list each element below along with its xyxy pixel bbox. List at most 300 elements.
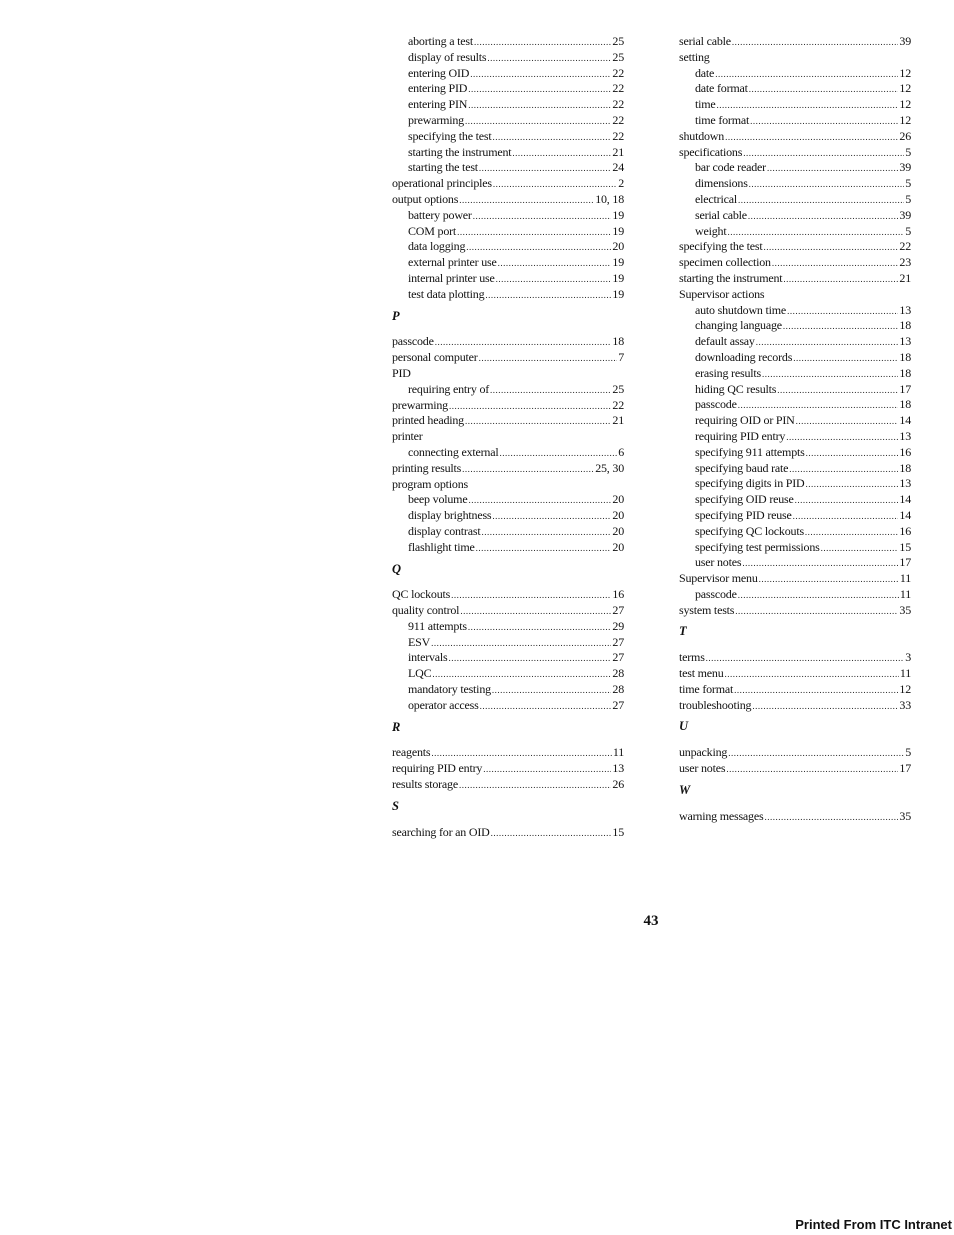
page-reference: 22	[612, 397, 624, 412]
index-term: printing results	[392, 460, 462, 475]
dot-leader	[715, 67, 898, 83]
index-entry	[679, 666, 911, 682]
dot-leader	[468, 620, 612, 636]
index-subentry	[392, 208, 624, 224]
index-entry	[679, 145, 911, 161]
dot-leader	[772, 256, 899, 272]
page-reference: 17	[899, 761, 911, 776]
index-entry	[392, 761, 624, 777]
page-reference: 7	[618, 350, 624, 365]
dot-leader	[767, 161, 898, 177]
dot-leader	[738, 398, 899, 414]
index-term: display of results	[408, 49, 487, 64]
index-term: passcode	[392, 334, 434, 349]
index-subentry	[679, 318, 911, 334]
page-reference: 3	[905, 650, 911, 665]
index-term: quality control	[392, 603, 460, 618]
dot-leader	[743, 146, 904, 162]
index-term: external printer use	[408, 255, 497, 270]
page-reference: 25	[612, 34, 624, 48]
page-reference: 14	[899, 507, 911, 522]
page-reference: 17	[899, 555, 911, 570]
page-reference: 11	[899, 666, 911, 681]
dot-leader	[725, 130, 898, 146]
index-entry	[679, 271, 911, 287]
index-subentry	[679, 476, 911, 492]
dot-leader	[485, 288, 611, 304]
page-reference: 14	[899, 413, 911, 428]
page-reference: 21	[899, 270, 911, 285]
index-entry	[679, 809, 911, 825]
index-term: specifying baud rate	[695, 460, 789, 475]
index-subentry	[679, 461, 911, 477]
dot-leader	[512, 146, 611, 162]
page-reference: 2	[618, 176, 624, 191]
page-reference: 18	[899, 318, 911, 333]
index-term: warning messages	[679, 808, 764, 823]
index-term: shutdown	[679, 128, 725, 143]
page-reference: 18	[899, 365, 911, 380]
page-reference: 28	[612, 666, 624, 681]
index-term: terms	[679, 650, 705, 665]
page-reference: 11	[899, 586, 911, 601]
index-subentry	[392, 635, 624, 651]
page-reference: 39	[899, 207, 911, 222]
dot-leader	[748, 209, 898, 225]
page-reference: 12	[899, 65, 911, 80]
index-letter-heading: W	[679, 782, 691, 797]
index-subentry	[392, 492, 624, 508]
dot-leader	[759, 572, 899, 588]
index-term: downloading records	[695, 349, 793, 364]
page-reference: 16	[899, 444, 911, 459]
page-reference: 28	[612, 682, 624, 697]
page-reference: 25	[612, 381, 624, 396]
dot-leader	[734, 683, 898, 699]
index-heading	[679, 287, 911, 303]
index-term: connecting external	[408, 444, 499, 459]
page-reference: 20	[612, 239, 624, 254]
dot-leader	[479, 161, 611, 177]
index-letter-heading: Q	[392, 561, 402, 576]
dot-leader	[491, 826, 612, 842]
dot-leader	[749, 82, 899, 98]
index-term: requiring entry of	[408, 381, 490, 396]
page-reference: 12	[899, 81, 911, 96]
page-reference: 18	[612, 334, 624, 349]
index-term: serial cable	[695, 207, 747, 222]
index-term: hiding QC results	[695, 381, 777, 396]
index-entry	[679, 603, 911, 619]
page-reference: 39	[899, 160, 911, 175]
index-term: setting	[679, 49, 710, 64]
dot-leader	[728, 746, 904, 762]
index-subentry	[392, 666, 624, 682]
index-subentry	[392, 66, 624, 82]
index-term: auto shutdown time	[695, 302, 787, 317]
index-term: serial cable	[679, 34, 731, 48]
page-reference: 13	[899, 334, 911, 349]
index-term: display contrast	[408, 523, 481, 538]
page-reference: 13	[612, 761, 624, 776]
dot-leader	[487, 51, 611, 67]
dot-leader	[462, 462, 594, 478]
index-term: entering PIN	[408, 97, 468, 112]
index-subentry	[392, 508, 624, 524]
index-term: passcode	[695, 586, 737, 601]
index-entry	[392, 587, 624, 603]
index-term: passcode	[695, 397, 737, 412]
dot-leader	[476, 541, 612, 557]
index-subentry	[679, 160, 911, 176]
index-subentry	[392, 239, 624, 255]
index-term: specifying the test	[408, 128, 492, 143]
page-number: 43	[643, 913, 659, 929]
index-term: ESV	[408, 634, 431, 649]
page-reference: 22	[612, 81, 624, 96]
index-subentry	[392, 255, 624, 271]
index-term: user notes	[679, 761, 726, 776]
index-subentry	[679, 555, 911, 571]
page-reference: 5	[905, 745, 911, 760]
index-term: entering OID	[408, 65, 470, 80]
index-letter-heading: R	[392, 719, 401, 734]
page-reference: 10, 18	[595, 191, 624, 206]
dot-leader	[459, 193, 594, 209]
index-term: specifying PID reuse	[695, 507, 792, 522]
index-subentry	[392, 97, 624, 113]
index-subentry	[392, 650, 624, 666]
page-reference: 29	[612, 618, 624, 633]
page-reference: 19	[612, 286, 624, 301]
dot-leader	[496, 272, 612, 288]
index-term: searching for an OID	[392, 824, 490, 839]
dot-leader	[783, 319, 898, 335]
page-reference: 26	[899, 128, 911, 143]
dot-leader	[764, 240, 899, 256]
footer-note: Printed From ITC Intranet	[795, 1217, 952, 1232]
index-term: specifying 911 attempts	[695, 444, 805, 459]
index-term: requiring PID entry	[695, 428, 786, 443]
page-reference: 13	[899, 302, 911, 317]
index-subentry	[679, 366, 911, 382]
index-term: time format	[679, 681, 734, 696]
index-subentry	[392, 160, 624, 176]
index-entry	[679, 34, 911, 50]
index-entry	[392, 413, 624, 429]
index-heading	[392, 429, 624, 445]
dot-leader	[493, 177, 617, 193]
dot-leader	[787, 304, 898, 320]
page-reference: 5	[905, 144, 911, 159]
page-reference: 39	[899, 34, 911, 48]
index-term: time format	[695, 112, 750, 127]
index-entry	[392, 192, 624, 208]
index-term: electrical	[695, 191, 737, 206]
page-reference: 24	[612, 160, 624, 175]
dot-leader	[479, 351, 618, 367]
dot-leader	[466, 240, 611, 256]
dot-leader	[449, 399, 611, 415]
page-reference: 20	[612, 492, 624, 507]
index-term: results storage	[392, 777, 458, 792]
index-term: output options	[392, 191, 459, 206]
index-subentry	[679, 587, 911, 603]
dot-leader	[449, 651, 612, 667]
page-reference: 19	[612, 207, 624, 222]
index-subentry	[392, 145, 624, 161]
index-term: PID	[392, 365, 411, 380]
index-term: specifying QC lockouts	[695, 523, 804, 538]
index-term: 911 attempts	[408, 618, 467, 633]
page-reference: 19	[612, 223, 624, 238]
dot-leader	[796, 414, 899, 430]
page-reference: 5	[905, 191, 911, 206]
page-reference: 21	[612, 413, 624, 428]
page-reference: 15	[612, 824, 624, 839]
index-entry	[679, 571, 911, 587]
index-subentry	[679, 350, 911, 366]
dot-leader	[749, 177, 905, 193]
index-term: specifications	[679, 144, 743, 159]
dot-leader	[717, 98, 899, 114]
index-term: printed heading	[392, 413, 464, 428]
dot-leader	[490, 383, 611, 399]
dot-leader	[468, 82, 611, 98]
index-term: display brightness	[408, 508, 492, 523]
page-reference: 13	[899, 428, 911, 443]
index-subentry	[392, 682, 624, 698]
index-entry	[679, 682, 911, 698]
index-term: LQC	[408, 666, 432, 681]
index-subentry	[392, 540, 624, 556]
index-term: test data plotting	[408, 286, 485, 301]
page-reference: 22	[612, 112, 624, 127]
index-letter-heading: T	[679, 624, 687, 639]
index-heading	[679, 50, 911, 66]
dot-leader	[789, 462, 898, 478]
page-reference: 18	[899, 349, 911, 364]
dot-leader	[750, 114, 898, 130]
page-reference: 22	[612, 97, 624, 112]
index-subentry	[679, 445, 911, 461]
dot-leader	[793, 509, 899, 525]
index-subentry	[679, 303, 911, 319]
dot-leader	[793, 351, 898, 367]
index-term: specimen collection	[679, 255, 771, 270]
dot-leader	[481, 525, 611, 541]
dot-leader	[735, 604, 898, 620]
page-reference: 20	[612, 523, 624, 538]
page-reference: 5	[905, 176, 911, 191]
index-subentry	[392, 34, 624, 50]
page-reference: 22	[612, 65, 624, 80]
page-reference: 5	[905, 223, 911, 238]
index-term: beep volume	[408, 492, 468, 507]
dot-leader	[732, 35, 898, 51]
page-reference: 13	[899, 476, 911, 491]
index-term: program options	[392, 476, 468, 491]
index-term: operational principles	[392, 176, 492, 191]
index-term: troubleshooting	[679, 697, 752, 712]
dot-leader	[764, 810, 898, 826]
index-term: requiring PID entry	[392, 761, 483, 776]
index-subentry	[392, 129, 624, 145]
dot-leader	[783, 272, 898, 288]
dot-leader	[727, 225, 904, 241]
page-reference: 12	[899, 97, 911, 112]
index-term: prewarming	[392, 397, 448, 412]
page-reference: 19	[612, 255, 624, 270]
dot-leader	[493, 130, 612, 146]
page-reference: 16	[612, 587, 624, 602]
index-entry	[679, 761, 911, 777]
index-term: weight	[695, 223, 727, 238]
index-entry	[392, 176, 624, 192]
index-subentry	[679, 192, 911, 208]
index-term: system tests	[679, 602, 735, 617]
dot-leader	[742, 556, 898, 572]
index-entry	[392, 398, 624, 414]
dot-leader	[806, 446, 899, 462]
dot-leader	[431, 636, 611, 652]
dot-leader	[795, 493, 899, 509]
index-subentry	[392, 271, 624, 287]
index-term: unpacking	[679, 745, 728, 760]
page-reference: 22	[899, 239, 911, 254]
dot-leader	[465, 114, 611, 130]
dot-leader	[470, 67, 611, 83]
page-reference: 11	[899, 571, 911, 586]
index-term: intervals	[408, 650, 448, 665]
index-subentry	[679, 208, 911, 224]
index-subentry	[392, 224, 624, 240]
index-term: battery power	[408, 207, 472, 222]
index-subentry	[679, 524, 911, 540]
dot-leader	[752, 699, 898, 715]
index-term: COM port	[408, 223, 457, 238]
dot-leader	[432, 667, 611, 683]
index-letter-heading: P	[392, 308, 400, 323]
index-term: mandatory testing	[408, 682, 491, 697]
index-column-left	[392, 34, 624, 840]
index-term: specifying digits in PID	[695, 476, 805, 491]
index-subentry	[392, 698, 624, 714]
dot-leader	[706, 651, 905, 667]
index-heading	[392, 477, 624, 493]
index-term: data logging	[408, 239, 466, 254]
index-subentry	[392, 619, 624, 635]
index-column-right	[679, 34, 911, 824]
index-subentry	[679, 66, 911, 82]
page-reference: 22	[612, 128, 624, 143]
dot-leader	[468, 493, 611, 509]
dot-leader	[474, 35, 611, 51]
page-reference: 18	[899, 460, 911, 475]
dot-leader	[762, 367, 898, 383]
index-entry	[679, 239, 911, 255]
page-reference: 12	[899, 681, 911, 696]
index-subentry	[392, 113, 624, 129]
page-reference: 6	[618, 444, 624, 459]
index-letter-heading: U	[679, 719, 689, 734]
index-term: specifying test permissions	[695, 539, 820, 554]
index-term: starting the instrument	[408, 144, 512, 159]
page-reference: 35	[899, 602, 911, 617]
index-subentry	[679, 81, 911, 97]
index-subentry	[392, 382, 624, 398]
index-subentry	[392, 287, 624, 303]
index-subentry	[392, 445, 624, 461]
index-entry	[392, 461, 624, 477]
page-reference: 15	[899, 539, 911, 554]
page-reference: 27	[612, 634, 624, 649]
index-term: Supervisor actions	[679, 286, 765, 301]
dot-leader	[473, 209, 612, 225]
index-term: default assay	[695, 334, 755, 349]
dot-leader	[492, 683, 611, 699]
dot-leader	[465, 414, 611, 430]
index-subentry	[679, 492, 911, 508]
index-term: user notes	[695, 555, 742, 570]
dot-leader	[777, 383, 898, 399]
page-reference: 16	[899, 523, 911, 538]
index-term: date format	[695, 81, 748, 96]
page-reference: 21	[612, 144, 624, 159]
index-term: Supervisor menu	[679, 571, 758, 586]
page-reference: 20	[612, 508, 624, 523]
dot-leader	[786, 430, 898, 446]
page-reference: 27	[612, 650, 624, 665]
dot-leader	[431, 746, 611, 762]
dot-leader	[500, 446, 618, 462]
index-entry	[392, 350, 624, 366]
index-term: test menu	[679, 666, 724, 681]
index-entry	[679, 650, 911, 666]
index-term: QC lockouts	[392, 587, 451, 602]
index-term: aborting a test	[408, 34, 473, 48]
index-term: prewarming	[408, 112, 464, 127]
page-reference: 27	[612, 697, 624, 712]
dot-leader	[498, 256, 612, 272]
dot-leader	[738, 588, 899, 604]
index-entry	[679, 698, 911, 714]
index-term: bar code reader	[695, 160, 766, 175]
index-entry	[392, 745, 624, 761]
page-reference: 20	[612, 539, 624, 554]
index-term: erasing results	[695, 365, 761, 380]
index-term: starting the test	[408, 160, 478, 175]
index-subentry	[679, 429, 911, 445]
dot-leader	[451, 588, 611, 604]
page-reference: 19	[612, 270, 624, 285]
index-entry	[392, 334, 624, 350]
dot-leader	[457, 225, 611, 241]
index-term: reagents	[392, 745, 431, 760]
index-term: specifying the test	[679, 239, 763, 254]
index-entry	[392, 825, 624, 841]
page-reference: 12	[899, 112, 911, 127]
index-subentry	[679, 540, 911, 556]
index-entry	[679, 255, 911, 271]
index-letter-heading: S	[392, 798, 399, 813]
index-term: requiring OID or PIN	[695, 413, 795, 428]
page-reference: 26	[612, 777, 624, 792]
index-term: flashlight time	[408, 539, 475, 554]
page-reference: 25	[612, 49, 624, 64]
page-reference: 11	[612, 745, 624, 760]
index-entry	[679, 129, 911, 145]
